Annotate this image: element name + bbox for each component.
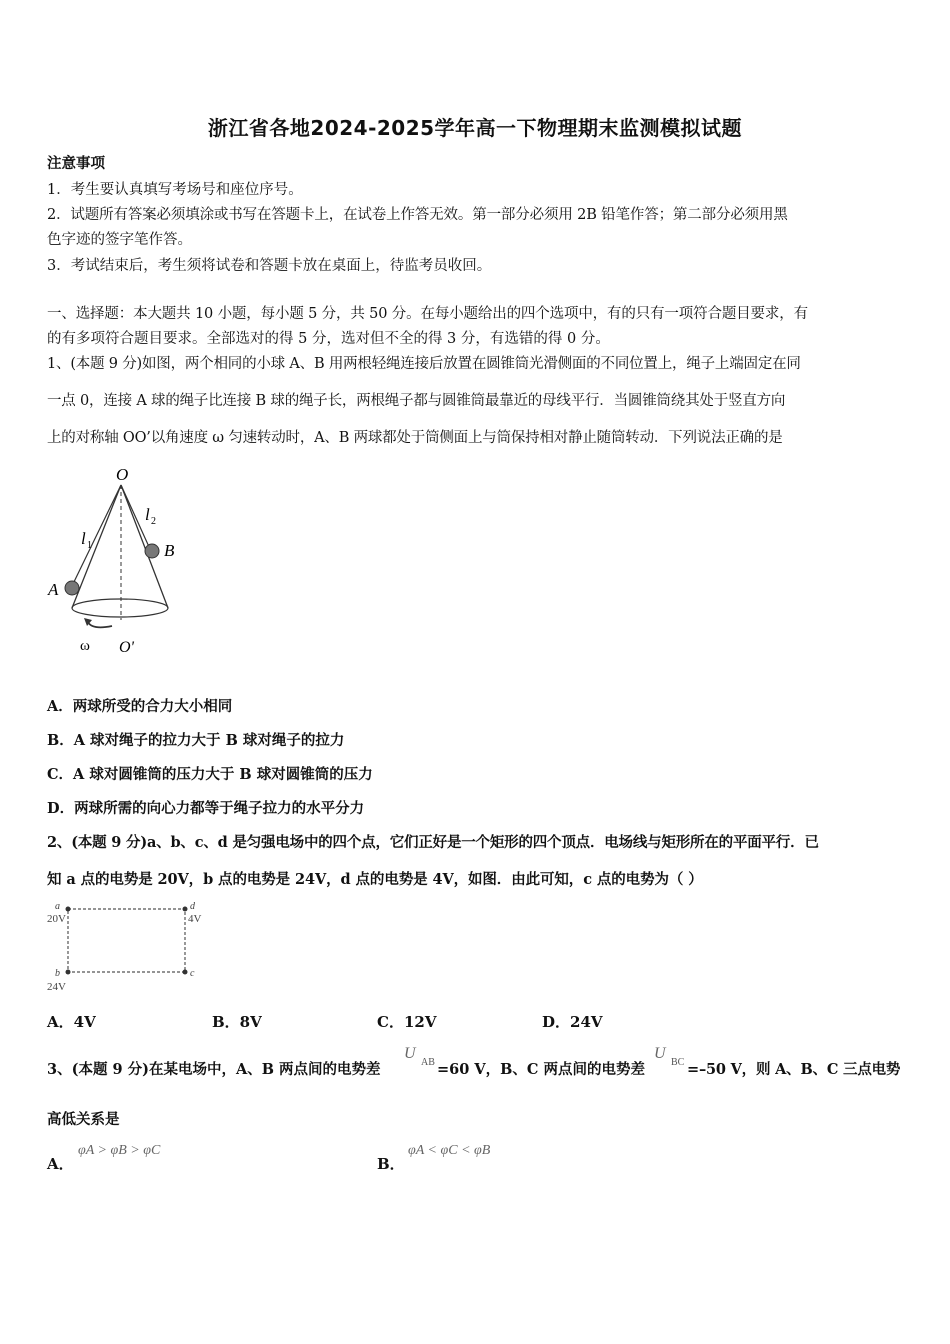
q2-option-d: D．24V	[542, 1013, 603, 1031]
cone-figure	[44, 460, 194, 660]
label-o: O	[116, 465, 129, 484]
rotation-arrow	[88, 622, 112, 627]
notice-heading: 注意事项	[47, 155, 105, 172]
q3-line2: 高低关系是	[47, 1111, 120, 1128]
label-l2-sub: 2	[151, 516, 156, 527]
label-l1: l	[81, 529, 86, 548]
notice-item-3: 3．考试结束后，考生须将试卷和答题卡放在桌面上，待监考员收回。	[47, 258, 492, 274]
page-title: 浙江省各地2024-2025学年高一下物理期末监测模拟试题	[207, 116, 743, 140]
point-c	[183, 970, 188, 975]
q2-option-a: A．4V	[47, 1013, 96, 1031]
label-c: c	[190, 968, 195, 979]
cone-left-edge	[72, 485, 121, 608]
label-d: d	[190, 901, 195, 912]
point-d	[183, 907, 188, 912]
rectangle-figure	[44, 898, 209, 998]
label-omega: ω	[80, 638, 90, 654]
label-b: b	[55, 968, 60, 979]
label-a: a	[55, 901, 60, 912]
q3-u-ab-sub: AB	[421, 1057, 435, 1068]
q3-u-bc-sub: BC	[671, 1057, 685, 1068]
point-a	[66, 907, 71, 912]
cone-base	[72, 599, 168, 617]
label-l2: l	[145, 505, 150, 524]
label-l1-sub: 1	[87, 540, 92, 551]
cone-right-edge	[121, 485, 168, 608]
q2-option-b: B．8V	[212, 1013, 262, 1031]
rope-l1	[72, 485, 121, 586]
ball-b	[145, 544, 159, 558]
q1-option-d: D．两球所需的向心力都等于绳子拉力的水平分力	[47, 800, 365, 817]
q3-u-bc: U	[654, 1045, 666, 1062]
q2-option-c: C．12V	[377, 1013, 437, 1031]
label-d-voltage: 4V	[188, 913, 202, 925]
q1-option-a: A．两球所受的合力大小相同	[47, 698, 233, 715]
notice-item-2-cont: 色字迹的签字笔作答。	[47, 232, 192, 248]
section-heading-line2: 的有多项符合题目要求。全部选对的得 5 分，选对但不全的得 3 分，有选错的得 0 分。	[47, 331, 610, 347]
rectangle-abcd	[68, 909, 185, 972]
q1-option-b: B．A 球对绳子的拉力大于 B 球对绳子的拉力	[47, 732, 345, 749]
label-o-prime: O'	[119, 639, 134, 656]
label-a-voltage: 20V	[47, 913, 66, 925]
label-b-voltage: 24V	[47, 981, 66, 993]
q3-option-a-math: φA > φB > φC	[78, 1143, 161, 1158]
point-b	[66, 970, 71, 975]
q2-line1: 2、(本题 9 分)a、b、c、d 是匀强电场中的四个点，它们正好是一个矩形的四个顶点．电场线与矩形所在的平面平行．已	[47, 834, 819, 851]
q3-prefix: 3、(本题 9 分)在某电场中，A、B 两点间的电势差	[47, 1061, 381, 1078]
q1-line2: 一点 0，连接 A 球的绳子比连接 B 球的绳子长，两根绳子都与圆锥筒最靠近的母线平行．当圆锥筒绕其处于竖直方向	[47, 393, 786, 409]
q1-line3: 上的对称轴 OO’以角速度 ω 匀速转动时，A、B 两球都处于筒侧面上与筒保持相对静止随筒转动．下列说法正确的是	[47, 430, 783, 446]
q3-option-b-math: φA < φC < φB	[408, 1143, 491, 1158]
q3-suffix: =–50 V，则 A、B、C 三点电势	[687, 1061, 901, 1078]
q3-option-a-label: A．	[47, 1155, 74, 1173]
section-heading-line1: 一、选择题：本大题共 10 小题，每小题 5 分，共 50 分。在每小题给出的四个选项中，有的只有一项符合题目要求，有	[47, 306, 808, 322]
q3-option-b-label: B．	[377, 1155, 405, 1173]
notice-item-1: 1．考生要认真填写考场号和座位序号。	[47, 182, 303, 198]
q1-option-c: C．A 球对圆锥筒的压力大于 B 球对圆锥筒的压力	[47, 766, 373, 783]
label-a: A	[48, 580, 59, 599]
q3-mid: =60 V，B、C 两点间的电势差	[437, 1061, 645, 1078]
notice-item-2: 2．试题所有答案必须填涂或书写在答题卡上，在试卷上作答无效。第一部分必须用 2B 铅笔作答；第二部分必须用黑	[47, 207, 788, 223]
q2-line2: 知 a 点的电势是 20V，b 点的电势是 24V，d 点的电势是 4V，如图．由此可知，c 点的电势为（ ）	[47, 871, 703, 888]
q3-u-ab: U	[404, 1045, 416, 1062]
label-b: B	[164, 541, 175, 560]
q1-line1: 1、(本题 9 分)如图，两个相同的小球 A、B 用两根轻绳连接后放置在圆锥筒光滑侧面的不同位置上，绳子上端固定在同	[47, 356, 801, 372]
ball-a	[65, 581, 79, 595]
